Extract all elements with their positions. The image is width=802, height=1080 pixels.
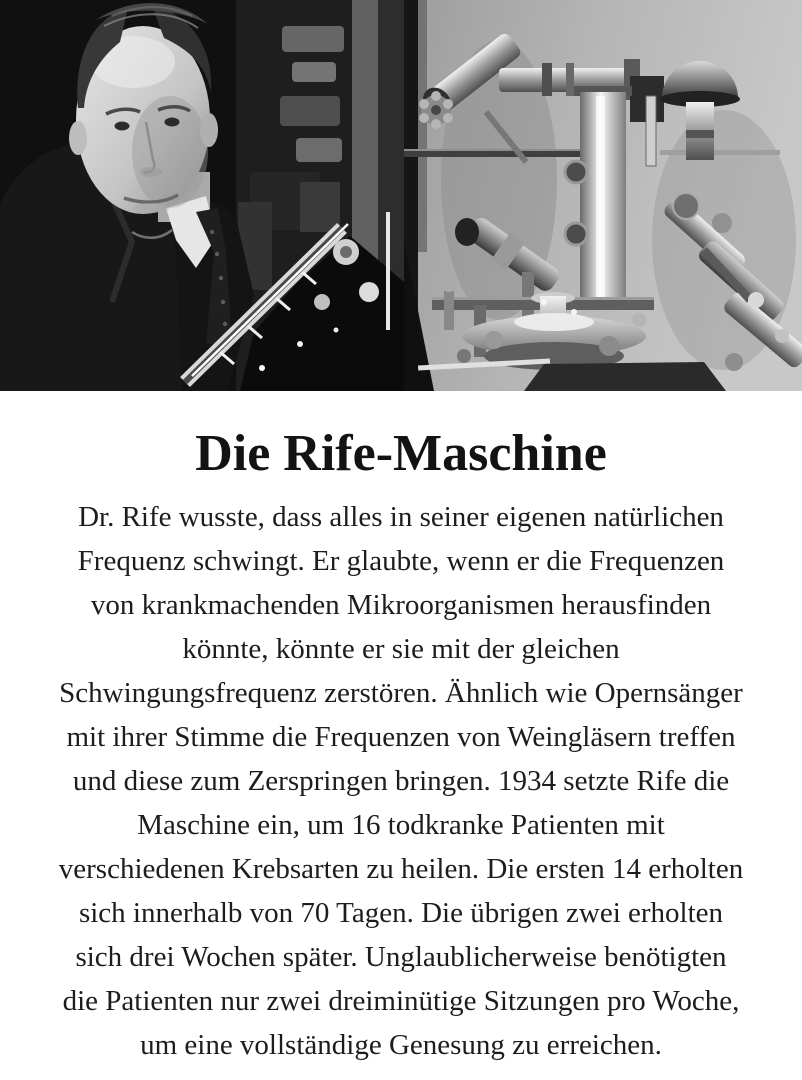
page-title: Die Rife-Maschine [195, 425, 607, 482]
article-line: und diese zum Zerspringen bringen. 1934 setzte Rife die [72, 765, 730, 797]
portrait-photo [0, 0, 404, 391]
article-line: Dr. Rife wusste, dass alles in seiner eigenen natürlichen [78, 501, 724, 533]
article-line: verschiedenen Krebsarten zu heilen. Die ersten 14 erholten [58, 853, 744, 885]
article-line: Maschine ein, um 16 todkranke Patienten mit [137, 809, 665, 841]
article-line: Frequenz schwingt. Er glaubte, wenn er die Frequenzen [77, 545, 725, 577]
article-line: Schwingungsfrequenz zerstören. Ähnlich wie Opernsänger [59, 677, 743, 709]
microscope-photo-graphic [404, 0, 802, 391]
article-line: könnte, könnte er sie mit der gleichen [182, 633, 620, 665]
article-line: von krankmachenden Mikroorganismen herausfinden [90, 589, 712, 621]
photo-strip [0, 0, 802, 391]
microscope-photo [404, 0, 802, 391]
article-line: sich drei Wochen später. Unglaublicherweise benötigten [75, 941, 727, 973]
article-line: mit ihrer Stimme die Frequenzen von Weingläsern treffen [66, 721, 736, 753]
article-body [0, 495, 802, 1067]
article-line: die Patienten nur zwei dreiminütige Sitzungen pro Woche, [62, 985, 740, 1017]
portrait-photo-graphic [0, 0, 404, 391]
article-line: sich innerhalb von 70 Tagen. Die übrigen zwei erholten [78, 897, 724, 929]
article-line: um eine vollständige Genesung zu erreichen. [140, 1029, 662, 1061]
